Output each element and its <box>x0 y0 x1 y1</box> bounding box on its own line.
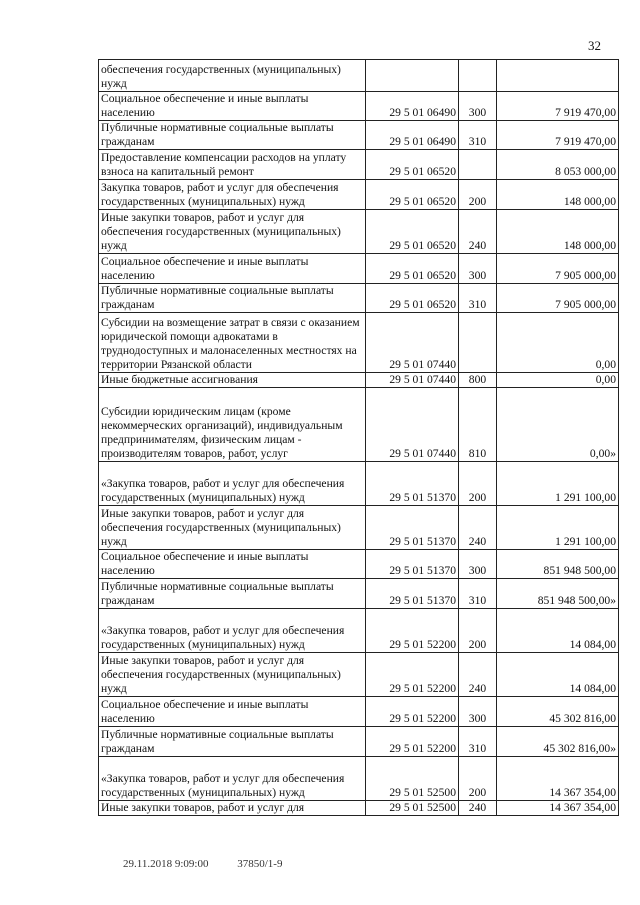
row-amount-cell: 148 000,00 <box>497 210 619 254</box>
table-row <box>99 801 619 816</box>
row-type-cell: 310 <box>459 121 497 150</box>
row-name-cell: Публичные нормативные социальные выплаты гражданам <box>99 284 366 313</box>
row-type-cell: 300 <box>459 697 497 727</box>
table-row <box>99 254 619 284</box>
row-code-cell: 29 5 01 06490 <box>366 92 459 121</box>
row-amount-cell: 1 291 100,00 <box>497 506 619 550</box>
row-name-cell: Иные закупки товаров, работ и услуг для обеспечения государственных (муниципальных) нужд <box>99 653 366 697</box>
row-code-cell: 29 5 01 52500 <box>366 757 459 801</box>
row-type-cell: 300 <box>459 254 497 284</box>
row-name-cell: Иные закупки товаров, работ и услуг для обеспечения государственных (муниципальных) нужд <box>99 506 366 550</box>
row-type-cell <box>459 60 497 92</box>
row-type-cell: 240 <box>459 506 497 550</box>
row-amount-cell: 8 053 000,00 <box>497 150 619 180</box>
row-name-cell: «Закупка товаров, работ и услуг для обеспечения государственных (муниципальных) нужд <box>99 757 366 801</box>
page-number: 32 <box>588 38 601 53</box>
row-code-cell: 29 5 01 07440 <box>366 373 459 388</box>
row-type-cell: 200 <box>459 609 497 653</box>
row-code-cell: 29 5 01 07440 <box>366 313 459 373</box>
row-amount-cell: 14 367 354,00 <box>497 757 619 801</box>
row-name-cell: Субсидии на возмещение затрат в связи с оказанием юридической помощи адвокатами в труднодоступных и малонаселенных местностях на территории Рязанской области <box>99 313 366 373</box>
table-row <box>99 373 619 388</box>
row-amount-cell: 851 948 500,00» <box>497 579 619 609</box>
row-code-cell: 29 5 01 52200 <box>366 697 459 727</box>
row-name-cell: Социальное обеспечение и иные выплаты населению <box>99 254 366 284</box>
row-code-cell: 29 5 01 06520 <box>366 210 459 254</box>
row-code-cell: 29 5 01 07440 <box>366 388 459 462</box>
table-row <box>99 757 619 801</box>
row-type-cell: 200 <box>459 180 497 210</box>
row-code-cell: 29 5 01 06490 <box>366 121 459 150</box>
table-row <box>99 150 619 180</box>
row-amount-cell: 148 000,00 <box>497 180 619 210</box>
row-name-cell: обеспечения государственных (муниципальных) нужд <box>99 60 366 92</box>
table-row <box>99 579 619 609</box>
row-amount-cell: 7 905 000,00 <box>497 254 619 284</box>
row-amount-cell: 7 919 470,00 <box>497 92 619 121</box>
row-type-cell <box>459 313 497 373</box>
budget-table <box>98 59 619 816</box>
row-type-cell: 300 <box>459 92 497 121</box>
row-amount-cell <box>497 60 619 92</box>
row-code-cell: 29 5 01 52200 <box>366 653 459 697</box>
table-row <box>99 506 619 550</box>
row-type-cell: 200 <box>459 462 497 506</box>
footer <box>123 858 308 870</box>
row-code-cell: 29 5 01 51370 <box>366 462 459 506</box>
row-type-cell: 240 <box>459 801 497 816</box>
footer-doc-id: 37850/1-9 <box>237 858 283 870</box>
row-name-cell: Иные закупки товаров, работ и услуг для <box>99 801 366 816</box>
row-code-cell: 29 5 01 52500 <box>366 801 459 816</box>
table-row <box>99 697 619 727</box>
row-name-cell: Иные бюджетные ассигнования <box>99 373 366 388</box>
row-amount-cell: 45 302 816,00» <box>497 727 619 757</box>
row-type-cell: 310 <box>459 727 497 757</box>
row-code-cell <box>366 60 459 92</box>
row-type-cell: 810 <box>459 388 497 462</box>
row-code-cell: 29 5 01 51370 <box>366 506 459 550</box>
row-type-cell: 240 <box>459 210 497 254</box>
row-name-cell: «Закупка товаров, работ и услуг для обеспечения государственных (муниципальных) нужд <box>99 609 366 653</box>
table-row <box>99 653 619 697</box>
row-code-cell: 29 5 01 06520 <box>366 180 459 210</box>
footer-timestamp: 29.11.2018 9:09:00 <box>123 858 209 870</box>
row-amount-cell: 0,00 <box>497 313 619 373</box>
row-name-cell: Публичные нормативные социальные выплаты гражданам <box>99 121 366 150</box>
row-amount-cell: 14 084,00 <box>497 609 619 653</box>
row-name-cell: Предоставление компенсации расходов на уплату взноса на капитальный ремонт <box>99 150 366 180</box>
row-type-cell: 800 <box>459 373 497 388</box>
table-row <box>99 92 619 121</box>
table-row <box>99 121 619 150</box>
row-amount-cell: 7 905 000,00 <box>497 284 619 313</box>
row-name-cell: Социальное обеспечение и иные выплаты населению <box>99 92 366 121</box>
row-code-cell: 29 5 01 06520 <box>366 254 459 284</box>
row-amount-cell: 14 084,00 <box>497 653 619 697</box>
table-row <box>99 462 619 506</box>
row-code-cell: 29 5 01 52200 <box>366 609 459 653</box>
row-name-cell: Иные закупки товаров, работ и услуг для обеспечения государственных (муниципальных) нужд <box>99 210 366 254</box>
row-amount-cell: 0,00» <box>497 388 619 462</box>
row-name-cell: «Закупка товаров, работ и услуг для обеспечения государственных (муниципальных) нужд <box>99 462 366 506</box>
table-row <box>99 313 619 373</box>
row-code-cell: 29 5 01 52200 <box>366 727 459 757</box>
row-name-cell: Субсидии юридическим лицам (кроме некоммерческих организаций), индивидуальным предпринимателям, физическим лицам - производителям товаров, работ, услуг <box>99 388 366 462</box>
table-row <box>99 550 619 579</box>
row-amount-cell: 1 291 100,00 <box>497 462 619 506</box>
row-name-cell: Публичные нормативные социальные выплаты гражданам <box>99 727 366 757</box>
row-name-cell: Закупка товаров, работ и услуг для обеспечения государственных (муниципальных) нужд <box>99 180 366 210</box>
row-type-cell: 310 <box>459 579 497 609</box>
table-row <box>99 180 619 210</box>
table-row <box>99 727 619 757</box>
row-code-cell: 29 5 01 51370 <box>366 579 459 609</box>
row-type-cell: 240 <box>459 653 497 697</box>
table-row <box>99 210 619 254</box>
row-code-cell: 29 5 01 06520 <box>366 150 459 180</box>
row-amount-cell: 0,00 <box>497 373 619 388</box>
row-amount-cell: 851 948 500,00 <box>497 550 619 579</box>
row-type-cell: 310 <box>459 284 497 313</box>
table-row <box>99 609 619 653</box>
row-code-cell: 29 5 01 06520 <box>366 284 459 313</box>
row-code-cell: 29 5 01 51370 <box>366 550 459 579</box>
row-name-cell: Социальное обеспечение и иные выплаты населению <box>99 697 366 727</box>
row-type-cell: 300 <box>459 550 497 579</box>
row-amount-cell: 7 919 470,00 <box>497 121 619 150</box>
row-type-cell <box>459 150 497 180</box>
table-row <box>99 388 619 462</box>
row-type-cell: 200 <box>459 757 497 801</box>
table-row <box>99 284 619 313</box>
row-name-cell: Социальное обеспечение и иные выплаты населению <box>99 550 366 579</box>
row-name-cell: Публичные нормативные социальные выплаты гражданам <box>99 579 366 609</box>
table-row <box>99 60 619 92</box>
row-amount-cell: 14 367 354,00 <box>497 801 619 816</box>
row-amount-cell: 45 302 816,00 <box>497 697 619 727</box>
